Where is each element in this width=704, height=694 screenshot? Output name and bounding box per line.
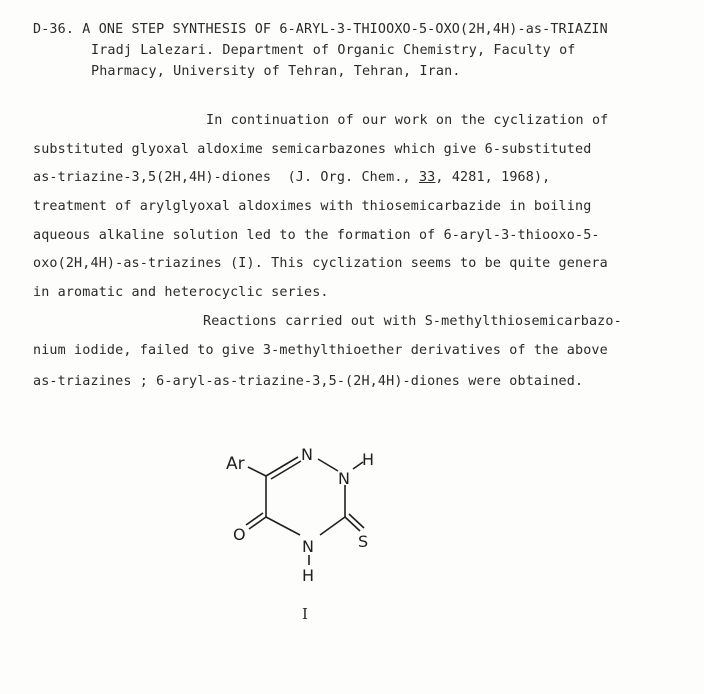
paragraph1-line5: aqueous alkaline solution led to the formation of 6-aryl-3-thiooxo-5- [33, 228, 600, 243]
n2-label: N [338, 469, 350, 488]
paragraph1-line6: oxo(2H,4H)-as-triazines (I). This cyclization seems to be quite genera [33, 256, 608, 271]
aryl-bond [248, 467, 266, 476]
c5-o-bond [249, 517, 266, 529]
paragraph1-line1: In continuation of our work on the cyclization of [206, 113, 609, 128]
paragraph2-line1: Reactions carried out with S-methylthiosemicarbazo- [203, 314, 622, 329]
aryl-label: Ar [226, 454, 245, 474]
sulfur-label: S [358, 532, 369, 551]
c3-n4-bond [320, 517, 345, 535]
triazine-structure-diagram [210, 435, 410, 595]
n4-label: N [302, 537, 314, 556]
paper-title: D-36. A ONE STEP SYNTHESIS OF 6-ARYL-3-THIOOXO-5-OXO(2H,4H)-as-TRIAZIN [33, 22, 608, 37]
author-affiliation-line2: Pharmacy, University of Tehran, Tehran, Iran. [91, 64, 461, 79]
paragraph2-line2: nium iodide, failed to give 3-methylthioether derivatives of the above [33, 343, 608, 358]
n1-n2-bond [318, 459, 338, 471]
structure-caption: I [302, 605, 308, 623]
n4-hydrogen-label: H [302, 566, 315, 585]
paragraph2-line3: as-triazines ; 6-aryl-as-triazine-3,5-(2H,4H)-diones were obtained. [33, 374, 584, 389]
paragraph1-line2: substituted glyoxal aldoxime semicarbazones which give 6-substituted [33, 142, 592, 157]
c3-s-bond [345, 517, 360, 531]
n4-c5-bond [266, 517, 300, 535]
paragraph1-line3-post: , 4281, 1968), [435, 170, 551, 185]
oxygen-label: O [233, 525, 246, 544]
paragraph1-line7: in aromatic and heterocyclic series. [33, 285, 329, 300]
n1-label: N [301, 445, 313, 464]
journal-volume: 33 [418, 170, 436, 185]
paragraph1-line4: treatment of arylglyoxal aldoximes with thiosemicarbazide in boiling [33, 199, 592, 214]
paragraph1-line3 [33, 170, 550, 186]
author-affiliation-line1: Iradj Lalezari. Department of Organic Chemistry, Faculty of [91, 43, 576, 58]
paragraph1-line3-pre: as-triazine-3,5(2H,4H)-diones (J. Org. Chem., [33, 170, 419, 185]
n2-hydrogen-label: H [362, 450, 375, 469]
c5-o-double-bond [246, 513, 263, 525]
c3-s-double-bond [349, 514, 364, 528]
